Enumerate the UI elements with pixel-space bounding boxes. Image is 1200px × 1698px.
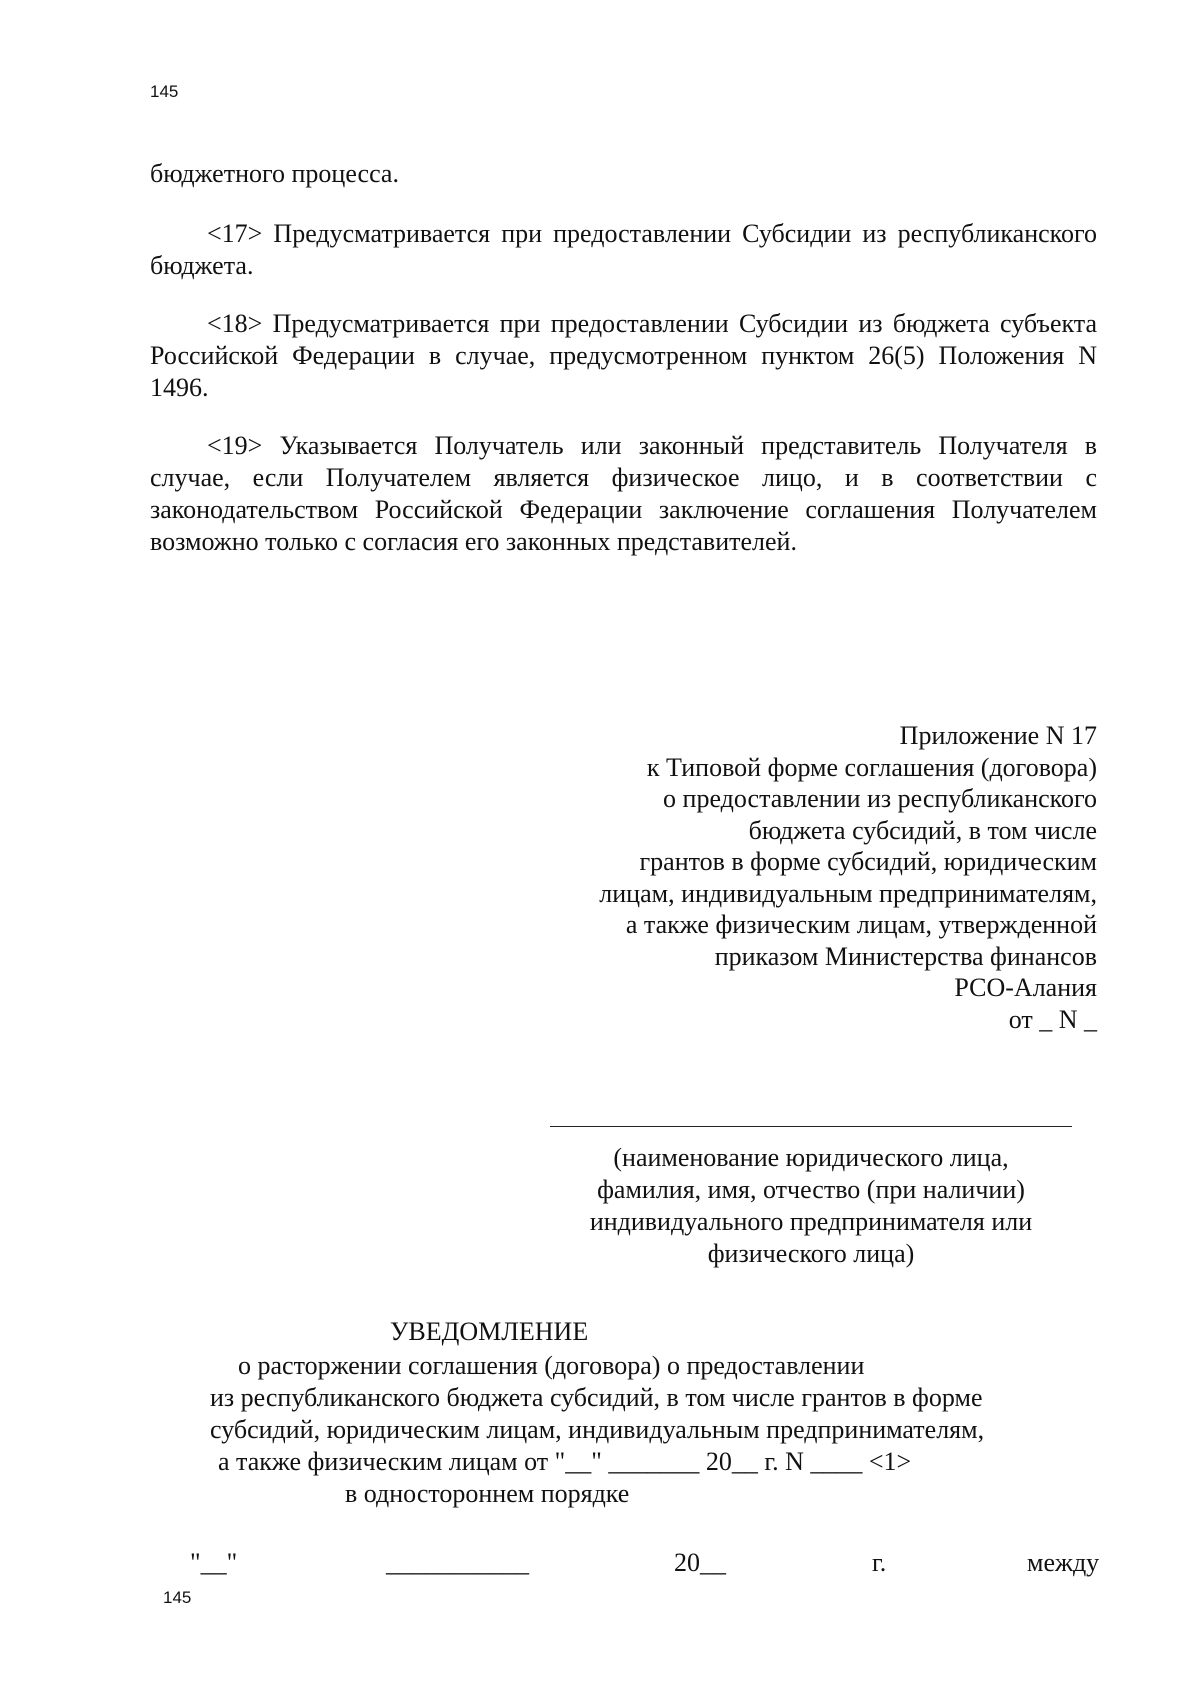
appendix-line: к Типовой форме соглашения (договора) — [646, 752, 1097, 782]
appendix-line: бюджета субсидий, в том числе — [748, 815, 1097, 845]
recipient-caption-line: фамилия, имя, отчество (при наличии) — [597, 1175, 1025, 1204]
appendix-line: лицам, индивидуальным предпринимателям, — [599, 878, 1097, 908]
notice-subtitle-line: а также физическим лицам от "__" _______ 20__ г. N ____ <1> — [218, 1447, 912, 1476]
recipient-caption-line: индивидуального предпринимателя или — [589, 1207, 1033, 1236]
date-month-field: ___________ — [386, 1548, 529, 1577]
footnote-17: <17> Предусматривается при предоставлении Субсидии из республиканского бюджета. — [150, 219, 1097, 280]
appendix-line: РСО-Алания — [954, 973, 1097, 1002]
footnote-18: <18> Предусматривается при предоставлении Субсидии из бюджета субъекта Российской Федерации в случае, предусмотренном пунктом 26(5) Положения N 1496. — [150, 309, 1097, 402]
appendix-line: грантов в форме субсидий, юридическим — [639, 847, 1097, 876]
appendix-header — [537, 720, 1097, 1035]
appendix-line: Приложение N 17 — [899, 721, 1097, 750]
appendix-line: о предоставлении из республиканского — [663, 784, 1097, 813]
notice-title: УВЕДОМЛЕНИЕ — [390, 1317, 589, 1346]
notice-subtitle-line: о расторжении соглашения (договора) о предоставлении — [238, 1351, 865, 1380]
paragraph-continuation: бюджетного процесса. — [150, 159, 399, 188]
date-day-field: "__" — [190, 1548, 238, 1577]
appendix-line: а также физическим лицам, утвержденной — [625, 910, 1097, 939]
recipient-caption — [550, 1142, 1072, 1270]
recipient-caption-line: физического лица) — [707, 1239, 915, 1268]
notice-subtitle-line: из республиканского бюджета субсидий, в том числе грантов в форме — [210, 1383, 983, 1412]
notice-subtitle-line: в одностороннем порядке — [345, 1479, 630, 1508]
between-word: между — [1027, 1548, 1100, 1577]
recipient-caption-line: (наименование юридического лица, — [613, 1143, 1009, 1172]
page-number-bottom: 145 — [163, 1588, 192, 1607]
date-year-field: 20__ — [674, 1548, 726, 1577]
recipient-name-line — [550, 1126, 1072, 1127]
date-year-suffix: г. — [872, 1548, 887, 1577]
footnote-19: <19> Указывается Получатель или законный представитель Получателя в случае, если Получателем является физическое лицо, и в соответствии с законодательством Российской Федерации заключение соглашения Получателем возможно только с согласия его законных представителей. — [150, 431, 1097, 556]
notice-subtitle-line: субсидий, юридическим лицам, индивидуальным предпринимателям, — [210, 1415, 985, 1444]
appendix-line: от _ N _ — [1008, 1004, 1097, 1034]
page-number-top: 145 — [150, 82, 179, 101]
appendix-line: приказом Министерства финансов — [714, 941, 1097, 971]
